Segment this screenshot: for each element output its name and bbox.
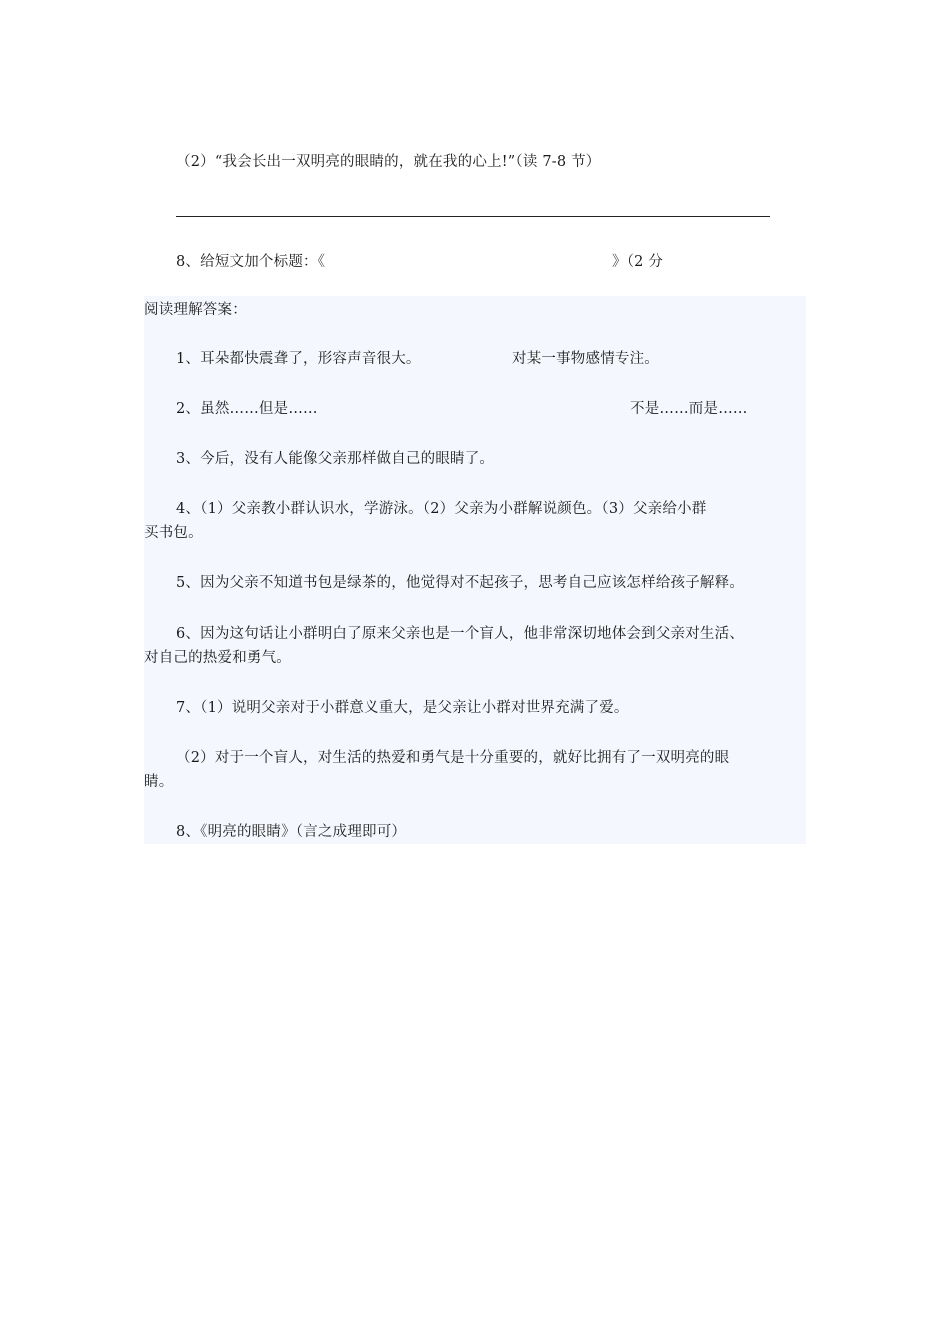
answer-3: 3、今后，没有人能像父亲那样做自己的眼睛了。 bbox=[176, 451, 495, 467]
answer-6-line-1: 6、因为这句话让小群明白了原来父亲也是一个盲人，他非常深切地体会到父亲对生活、 bbox=[176, 626, 745, 642]
answer-7-part-2-line-1: （2）对于一个盲人，对生活的热爱和勇气是十分重要的，就好比拥有了一双明亮的眼 bbox=[176, 750, 730, 766]
answer-7-part-1: 7、（1）说明父亲对于小群意义重大，是父亲让小群对世界充满了爱。 bbox=[176, 700, 629, 716]
question-8-prompt: 8、给短文加个标题：《 bbox=[176, 254, 326, 270]
answer-4-line-1: 4、（1）父亲教小群认识水，学游泳。（2）父亲为小群解说颜色。（3）父亲给小群 bbox=[176, 501, 707, 517]
question-7-part-2: （2）“我会长出一双明亮的眼睛的，就在我的心上!”（读 7-8 节） bbox=[176, 154, 601, 170]
answer-1-left: 1、耳朵都快震聋了，形容声音很大。 bbox=[176, 351, 421, 367]
answer-7-part-2-line-2: 睛。 bbox=[144, 774, 174, 790]
answer-2-right: 不是……而是…… bbox=[630, 401, 748, 417]
answer-6-line-2: 对自己的热爱和勇气。 bbox=[144, 650, 291, 666]
answer-5: 5、因为父亲不知道书包是绿茶的，他觉得对不起孩子，思考自己应该怎样给孩子解释。 bbox=[176, 575, 745, 591]
question-8-score: 》（2 分 bbox=[612, 254, 664, 270]
answer-4-line-2: 买书包。 bbox=[144, 525, 203, 541]
answer-2-left: 2、虽然……但是…… bbox=[176, 401, 318, 417]
answers-heading: 阅读理解答案： bbox=[144, 302, 247, 318]
answer-8: 8、《明亮的眼睛》（言之成理即可） bbox=[176, 824, 407, 840]
answer-blank-line bbox=[176, 216, 770, 217]
answer-1-right: 对某一事物感情专注。 bbox=[512, 351, 659, 367]
